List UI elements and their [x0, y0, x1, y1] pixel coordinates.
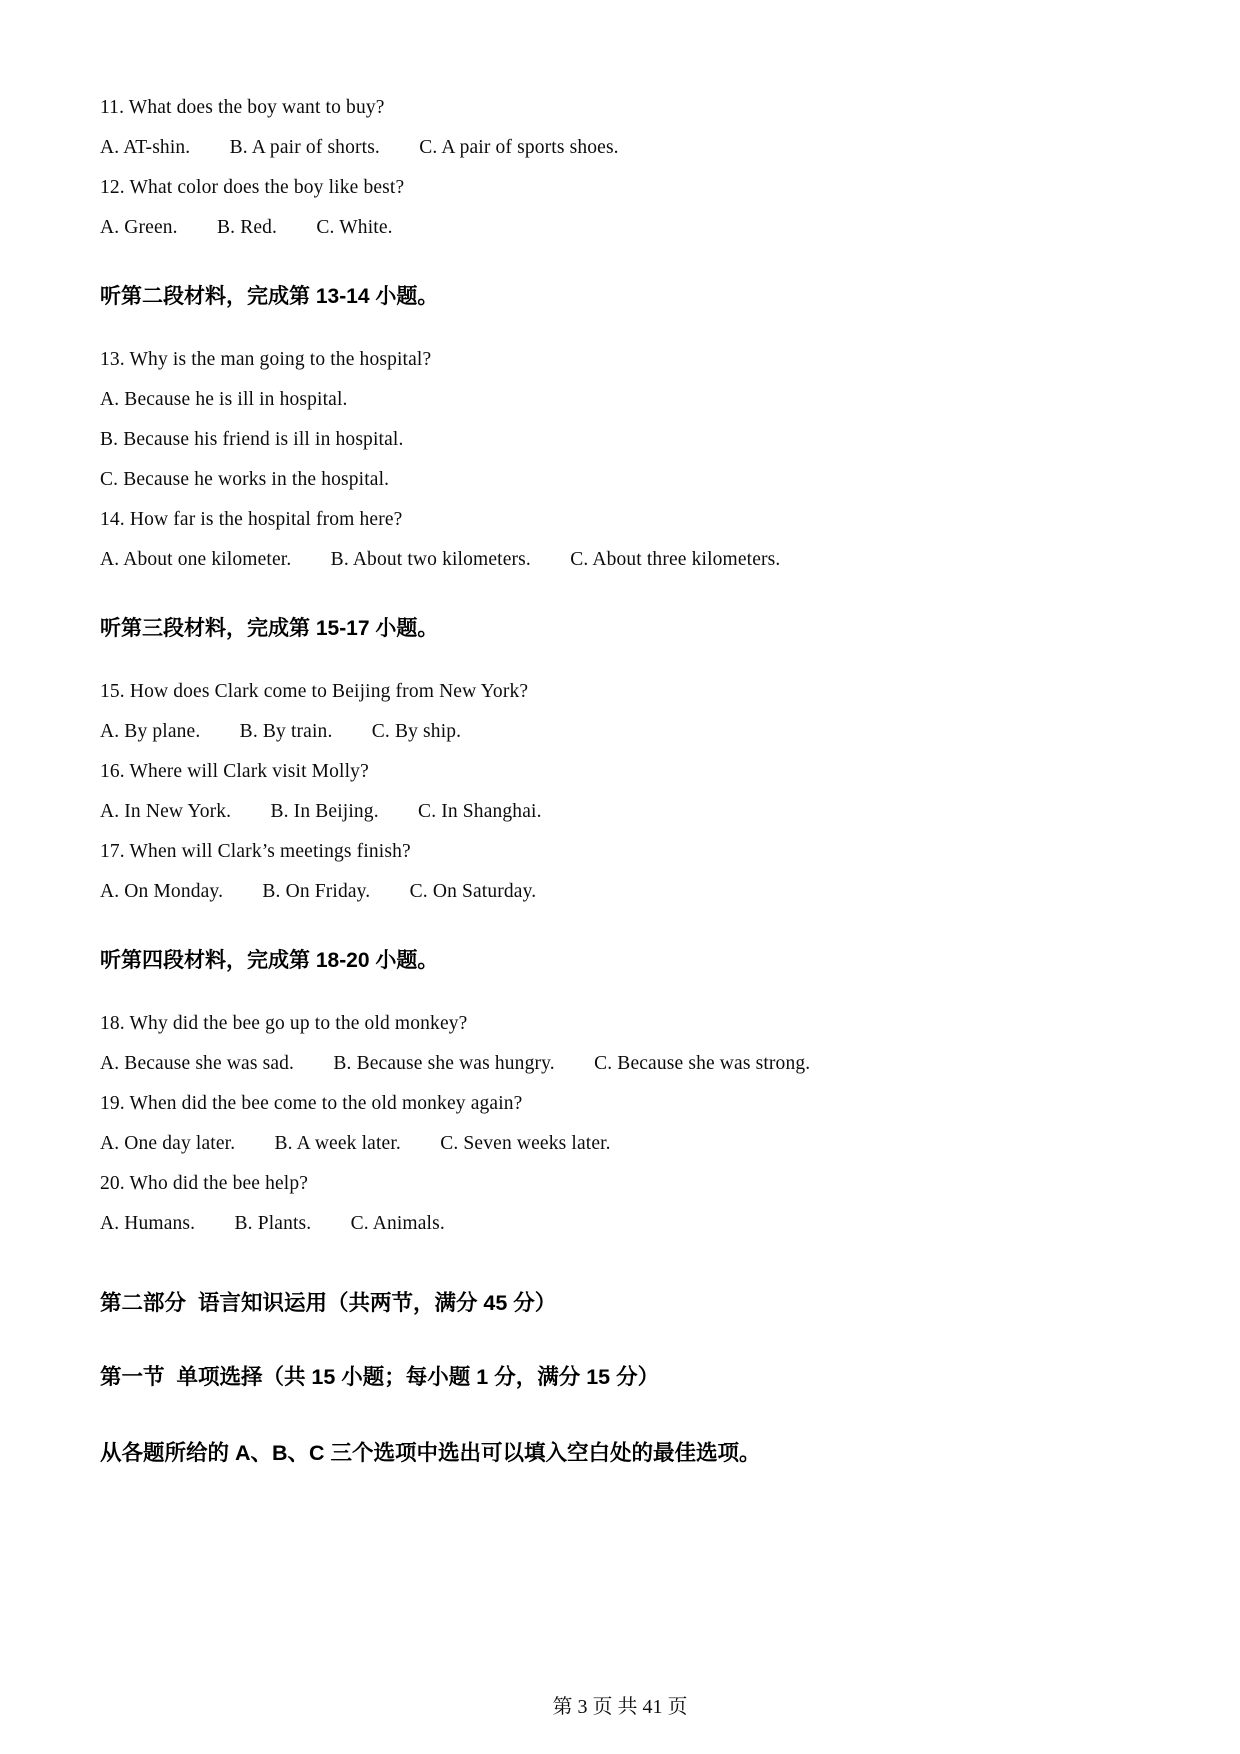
question-option-13-b: B. Because his friend is ill in hospital.	[100, 429, 404, 450]
question-block-14	[100, 500, 1140, 580]
question-options-20: A. Humans. B. Plants. C. Animals.	[100, 1213, 445, 1234]
question-prompt-11: 11. What does the boy want to buy?	[100, 97, 385, 118]
question-options-11: A. AT-shin. B. A pair of shorts. C. A pair of sports shoes.	[100, 137, 619, 158]
question-prompt-12: 12. What color does the boy like best?	[100, 177, 405, 198]
question-options-16: A. In New York. B. In Beijing. C. In Shanghai.	[100, 801, 542, 822]
listening-section-heading-2: 听第二段材料，完成第 13-14 小题。	[100, 285, 439, 308]
question-options-19: A. One day later. B. A week later. C. Seven weeks later.	[100, 1133, 611, 1154]
question-options-12: A. Green. B. Red. C. White.	[100, 217, 393, 238]
question-block-11	[100, 88, 1140, 168]
page-content	[100, 88, 1140, 1470]
question-prompt-15: 15. How does Clark come to Beijing from New York?	[100, 681, 529, 702]
question-block-20	[100, 1164, 1140, 1244]
question-prompt-20: 20. Who did the bee help?	[100, 1173, 309, 1194]
question-prompt-16: 16. Where will Clark visit Molly?	[100, 761, 369, 782]
listening-section-heading-4: 听第四段材料，完成第 18-20 小题。	[100, 949, 439, 972]
question-block-13	[100, 340, 1140, 500]
question-block-19	[100, 1084, 1140, 1164]
question-prompt-19: 19. When did the bee come to the old monkey again?	[100, 1093, 523, 1114]
question-prompt-14: 14. How far is the hospital from here?	[100, 509, 403, 530]
question-block-12	[100, 168, 1140, 248]
question-block-16	[100, 752, 1140, 832]
part-two-heading: 第二部分 语言知识运用（共两节，满分 45 分）	[100, 1291, 557, 1315]
question-prompt-13: 13. Why is the man going to the hospital?	[100, 349, 432, 370]
question-block-18	[100, 1004, 1140, 1084]
question-block-15	[100, 672, 1140, 752]
question-options-14: A. About one kilometer. B. About two kilometers. C. About three kilometers.	[100, 549, 781, 570]
question-option-13-a: A. Because he is ill in hospital.	[100, 389, 348, 410]
section-one-heading: 第一节 单项选择（共 15 小题；每小题 1 分，满分 15 分）	[100, 1365, 660, 1389]
page-footer: 第 3 页 共 41 页	[552, 1696, 688, 1718]
section-one-instruction: 从各题所给的 A、B、C 三个选项中选出可以填入空白处的最佳选项。	[100, 1441, 761, 1465]
question-option-13-c: C. Because he works in the hospital.	[100, 469, 390, 490]
question-options-15: A. By plane. B. By train. C. By ship.	[100, 721, 462, 742]
question-block-17	[100, 832, 1140, 912]
question-options-18: A. Because she was sad. B. Because she was hungry. C. Because she was strong.	[100, 1053, 811, 1074]
listening-section-heading-3: 听第三段材料，完成第 15-17 小题。	[100, 617, 439, 640]
question-prompt-17: 17. When will Clark’s meetings finish?	[100, 841, 411, 862]
question-options-17: A. On Monday. B. On Friday. C. On Saturday.	[100, 881, 537, 902]
question-prompt-18: 18. Why did the bee go up to the old monkey?	[100, 1013, 468, 1034]
